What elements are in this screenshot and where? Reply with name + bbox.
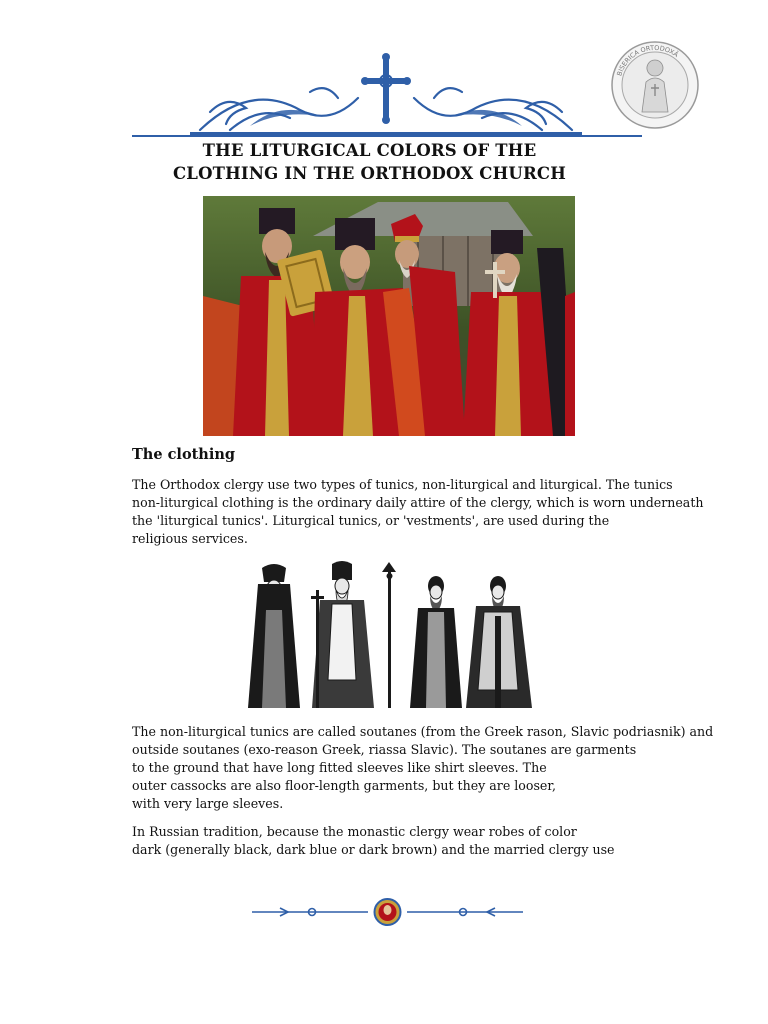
paragraph-intro (132, 476, 704, 548)
text-line: non-liturgical clothing is the ordinary daily attire of the clergy, which is worn underneath (132, 495, 704, 510)
header-ornament (190, 52, 582, 138)
text-line: the 'liturgical tunics'. Liturgical tunics, or 'vestments', are used during the (132, 513, 610, 528)
paragraph-russian-tradition (132, 823, 672, 859)
text-line: outer cassocks are also floor-length garments, but they are looser, (132, 778, 557, 793)
paragraph-soutanes (132, 723, 714, 813)
page-title (132, 139, 607, 185)
footer-ornament (250, 896, 525, 928)
header-rule (132, 135, 642, 137)
text-line: In Russian tradition, because the monastic clergy wear robes of color (132, 824, 577, 839)
text-line: dark (generally black, dark blue or dark brown) and the married clergy use (132, 842, 615, 857)
clergy-procession-photo (203, 196, 575, 436)
seal-inscription: BISERICA ORTODOXĂ (615, 43, 680, 77)
title-line: CLOTHING IN THE ORTHODOX CHURCH (172, 164, 567, 183)
title-line: THE LITURGICAL COLORS OF THE (202, 141, 537, 160)
icon-medallion (375, 899, 401, 925)
clergy-engraving-illustration (240, 560, 540, 712)
text-line: The Orthodox clergy use two types of tunics, non-liturgical and liturgical. The tunics (132, 477, 673, 492)
cross-icon (361, 53, 411, 124)
section-heading: The clothing (132, 446, 236, 463)
text-line: outside soutanes (exo-reason Greek, riassa Slavic). The soutanes are garments (132, 742, 637, 757)
text-line: The non-liturgical tunics are called soutanes (from the Greek rason, Slavic podriasnik) and (132, 724, 714, 739)
text-line: with very large sleeves. (132, 796, 284, 811)
text-line: to the ground that have long fitted sleeves like shirt sleeves. The (132, 760, 547, 775)
church-seal-logo (610, 40, 700, 130)
text-line: religious services. (132, 531, 248, 546)
